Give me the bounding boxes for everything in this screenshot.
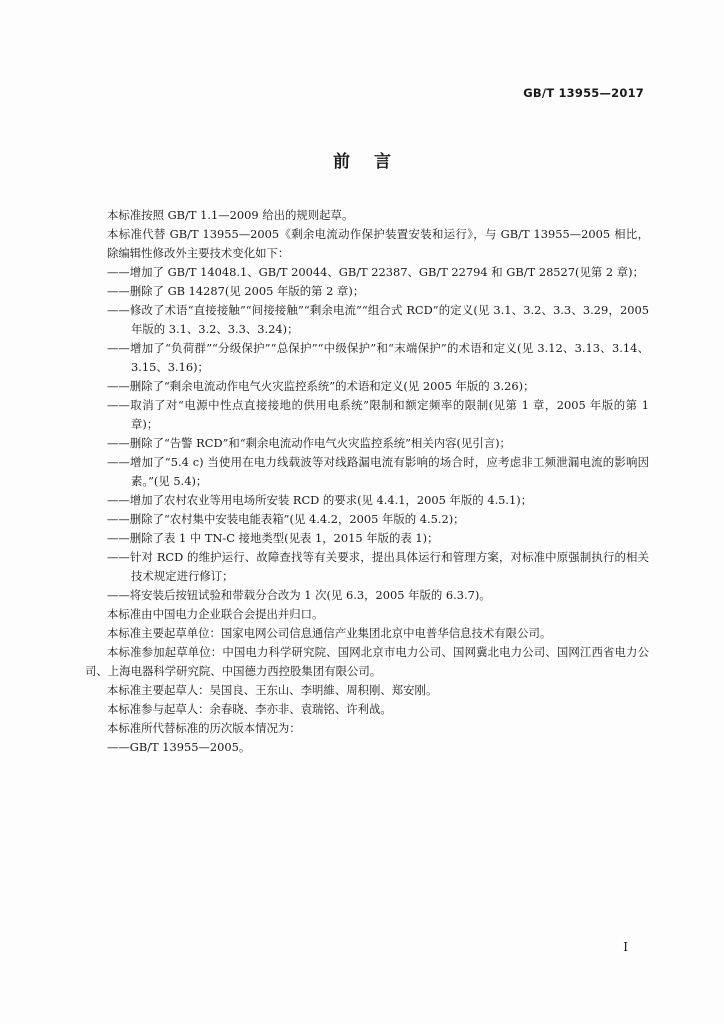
change-item: ——删除了表 1 中 TN-C 接地类型(见表 1，2015 年版的表 1)； <box>107 531 439 545</box>
page-number: I <box>623 940 628 954</box>
paragraph-version-history: 本标准所代替标准的历次版本情况为： <box>107 721 301 735</box>
change-item: ——将安装后按钮试验和带载分合改为 1 次(见 6.3，2005 年版的 6.3.7)。 <box>107 588 491 602</box>
paragraph-participating-drafters: 本标准参与起草人：余春晓、李亦非、袁瑞铭、许利战。 <box>107 702 392 716</box>
change-item: ——删除了“剩余电流动作电气火灾监控系统”的术语和定义(见 2005 年版的 3.26)； <box>107 379 535 393</box>
change-item: ——针对 RCD 的维护运行、故障查找等有关要求，提出具体运行和管理方案，对标准中原强制执行的相关技术规定进行修订； <box>107 550 649 583</box>
paragraph-main-drafters: 本标准主要起草人：吴国良、王东山、李明維、周积刚、郑安刚。 <box>107 683 438 697</box>
change-item: ——增加了“负荷群”“分级保护”“总保护”“中级保护”和“末端保护”的术语和定义(见 3.12、3.13、3.14、3.15、3.16)； <box>107 341 649 374</box>
change-item: ——取消了对“电源中性点直接接地的供用电系统”限制和额定频率的限制(见第 1 章，2005 年版的第 1 章)； <box>107 398 649 431</box>
paragraph-main-drafting-unit: 本标准主要起草单位：国家电网公司信息通信产业集团北京中电普华信息技术有限公司。 <box>107 626 552 640</box>
paragraph-drafting-rules: 本标准按照 GB/T 1.1—2009 给出的规则起草。 <box>107 208 354 222</box>
page-title: 前言 <box>333 152 415 172</box>
paragraph-participating-units: 本标准参加起草单位：中国电力科学研究院、国网北京市电力公司、国网冀北电力公司、国网江西省电力公司、上海电器科学研究院、中国德力西控股集团有限公司。 <box>85 645 649 678</box>
change-item: ——删除了“农村集中安装电能表箱”(见 4.4.2，2005 年版的 4.5.2)； <box>107 512 465 526</box>
change-item: ——删除了 GB 14287(见 2005 年版的第 2 章)； <box>107 284 365 298</box>
change-item: ——修改了术语“直接接触”“间接接触”“剩余电流”“组合式 RCD”的定义(见 3.1、3.2、3.3、3.29，2005 年版的 3.1、3.2、3.3、3.24)； <box>107 303 649 336</box>
paragraph-replacement-note: 本标准代替 GB/T 13955—2005《剩余电流动作保护装置安装和运行》，与 GB/T 13955—2005 相比，除编辑性修改外主要技术变化如下： <box>107 227 649 260</box>
paragraph-proposer: 本标准由中国电力企业联合会提出并归口。 <box>107 607 324 621</box>
change-item: ——删除了“告警 RCD”和“剩余电流动作电气火灾监控系统”相关内容(见引言)； <box>107 436 511 450</box>
foreword-body <box>87 206 649 757</box>
standard-number: GB/T 13955—2017 <box>523 86 644 100</box>
change-item: ——增加了“5.4 c) 当使用在电力线载波等对线路漏电流有影响的场合时，应考虑非工频泄漏电流的影响因素。”(见 5.4)； <box>107 455 649 488</box>
paragraph-previous-version: ——GB/T 13955—2005。 <box>107 740 251 754</box>
change-item: ——增加了 GB/T 14048.1、GB/T 20044、GB/T 22387、GB/T 22794 和 GB/T 28527(见第 2 章)； <box>107 265 644 279</box>
change-item: ——增加了农村农业等用电场所安装 RCD 的要求(见 4.4.1，2005 年版的 4.5.1)； <box>107 493 533 507</box>
